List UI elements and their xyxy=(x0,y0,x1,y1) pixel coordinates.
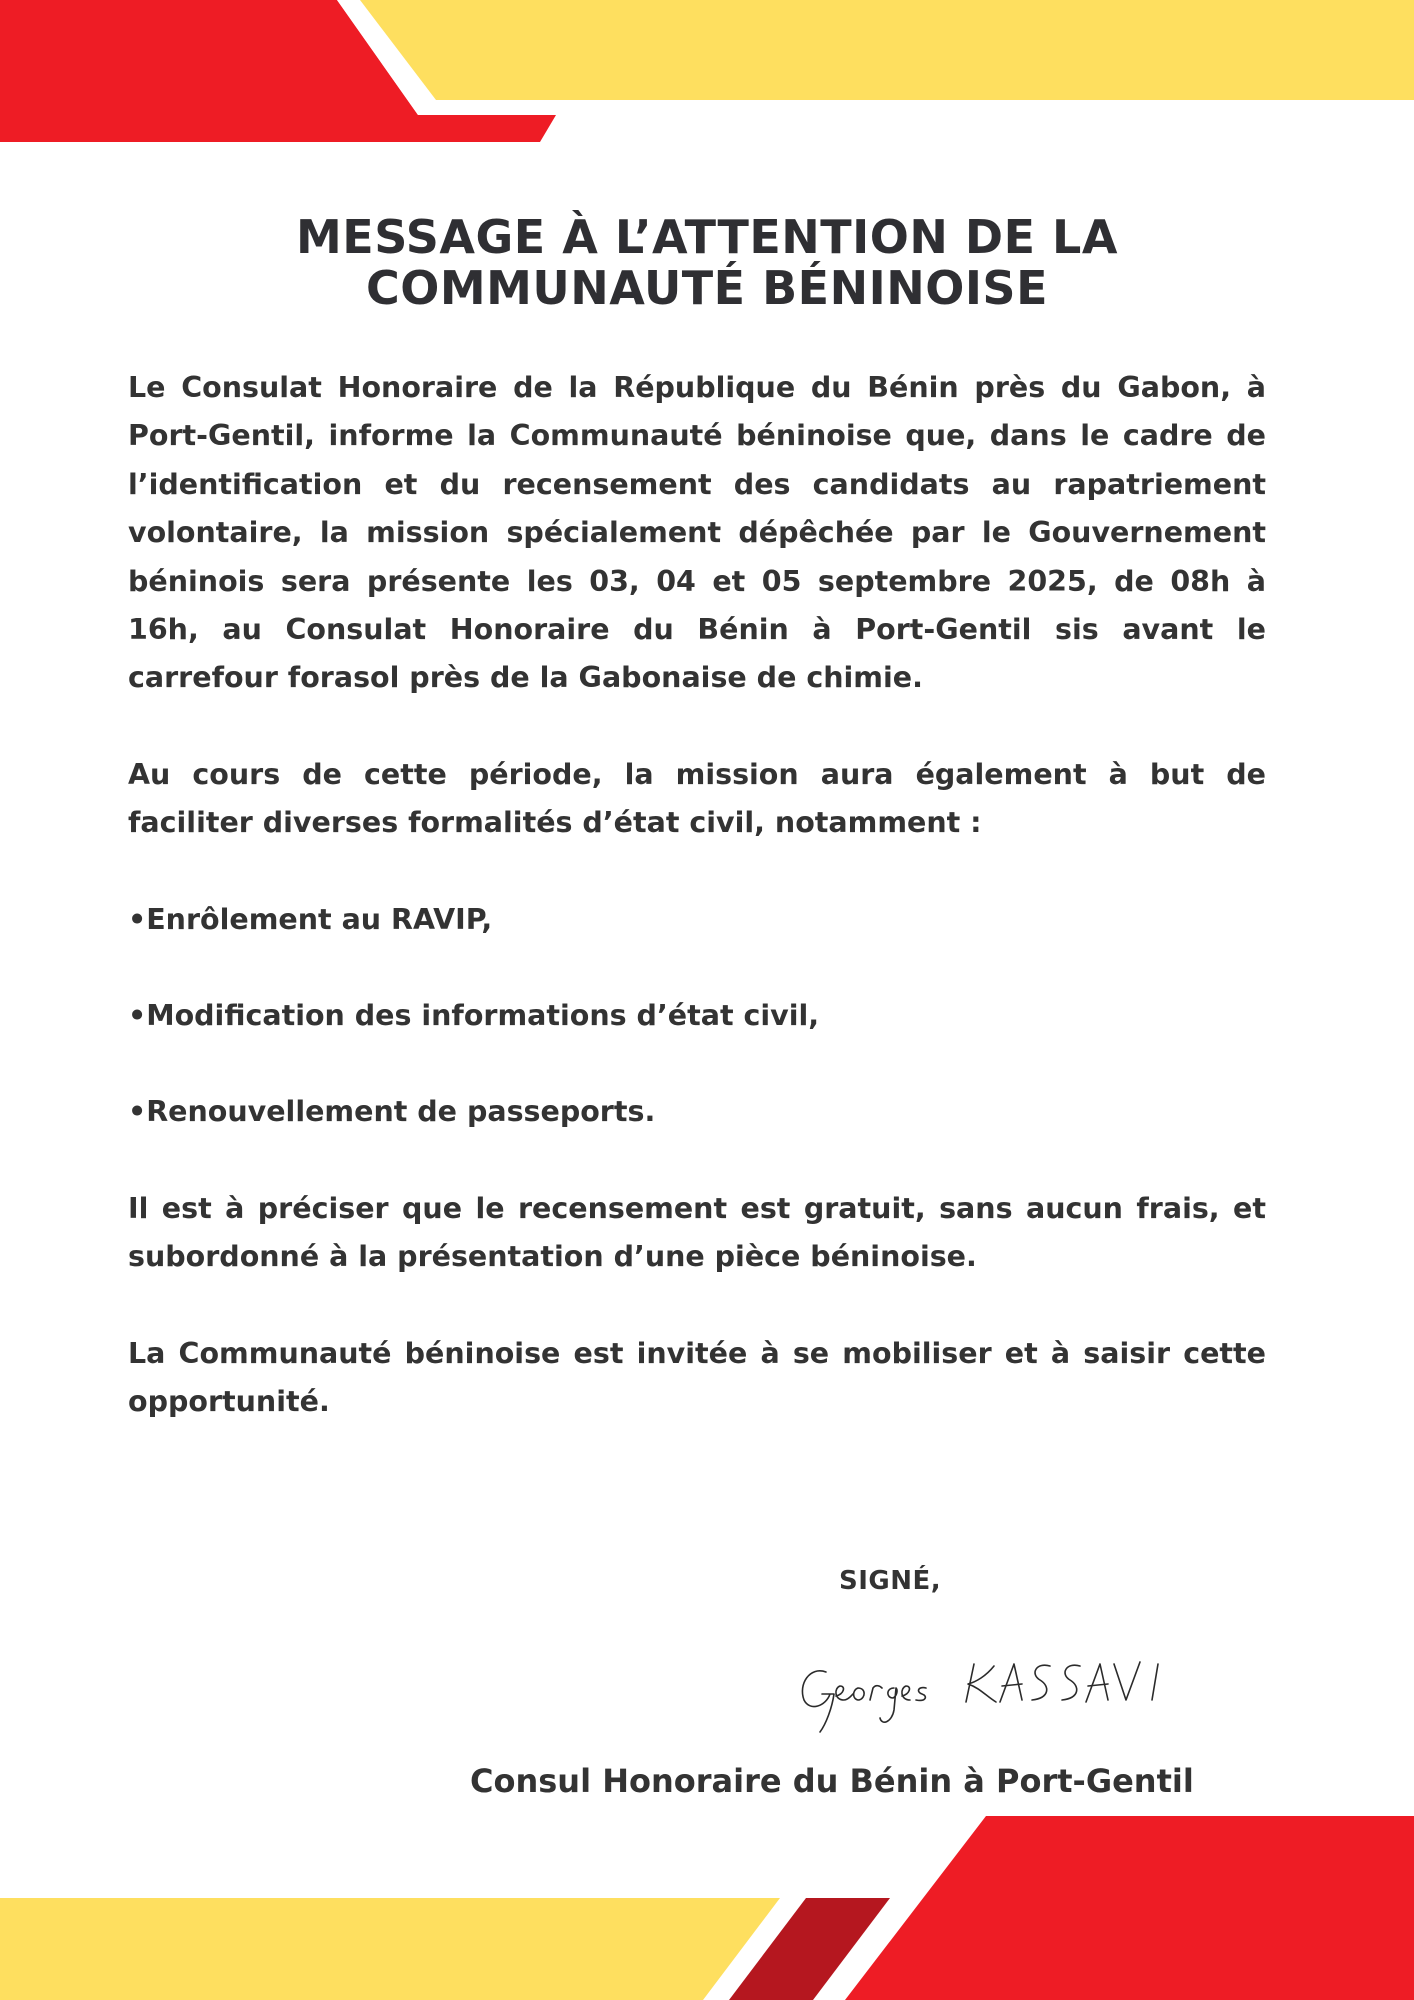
paragraph-free: Il est à préciser que le recensement est gratuit, sans aucun frais, et subordonné à la présentation d’une pièce béninoise. xyxy=(128,1191,1266,1274)
paragraph-period: Au cours de cette période, la mission aura également à but de faciliter diverses formalités d’état civil, notamment : xyxy=(128,757,1266,840)
page-title xyxy=(100,212,1314,314)
paragraph-intro: Le Consulat Honoraire de la République du Bénin près du Gabon, à Port-Gentil, informe la Communauté béninoise que, dans le cadre de l’identification et du recensement des candidats au rapatriement volontaire, la mission spécialement dépêchée par le Gouvernement béninois sera présente les 03, 04 et 05 septembre 2025, de 08h à 16h, au Consulat Honoraire du Bénin à Port-Gentil sis avant le carrefour forasol près de la Gabonaise de chimie. xyxy=(128,371,1266,695)
letter-body xyxy=(128,364,1266,1427)
signed-label: SIGNÉ, xyxy=(839,1566,942,1596)
paragraph-invite: La Communauté béninoise est invitée à se mobiliser et à saisir cette opportunité. xyxy=(128,1336,1266,1419)
handwritten-signature xyxy=(796,1650,1206,1740)
top-yellow-band xyxy=(360,0,1414,100)
bullet-item-passports: •Renouvellement de passeports. xyxy=(128,1095,656,1129)
bullet-item-civil-status: •Modification des informations d’état civil, xyxy=(128,999,820,1033)
title-line-1: MESSAGE À L’ATTENTION DE LA xyxy=(296,210,1118,264)
bottom-yellow-band xyxy=(0,1898,780,2000)
consul-title: Consul Honoraire du Bénin à Port-Gentil xyxy=(470,1762,1194,1800)
bullet-item-ravip: •Enrôlement au RAVIP, xyxy=(128,902,493,936)
title-line-2: COMMUNAUTÉ BÉNINOISE xyxy=(366,261,1048,315)
bottom-red-band xyxy=(845,1816,1414,2000)
